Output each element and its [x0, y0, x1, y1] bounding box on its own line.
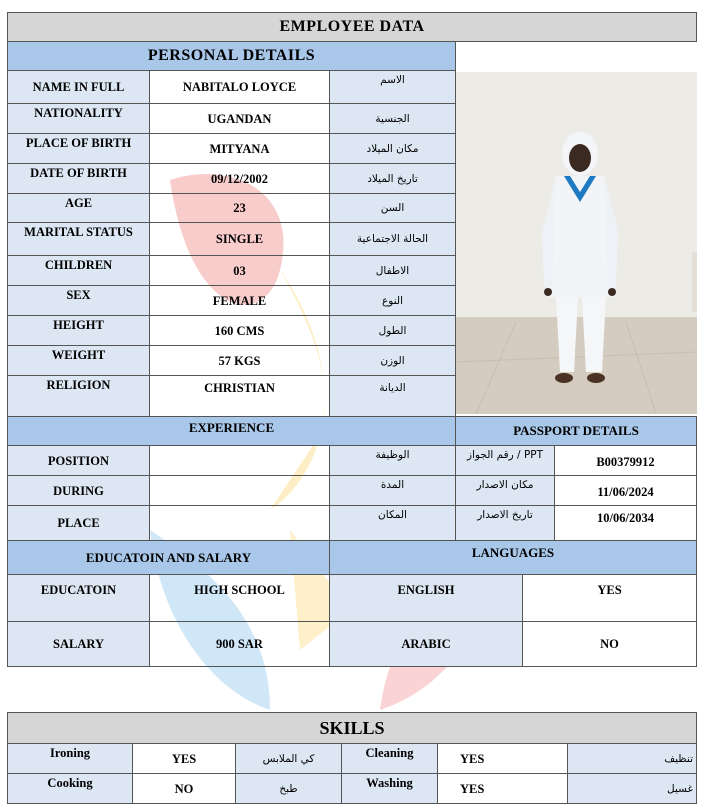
value-english: YES [522, 574, 697, 622]
label-education: EDUCATOIN [7, 574, 150, 622]
employee-photo-figure [456, 72, 697, 414]
arabic-weight: الوزن [329, 345, 456, 376]
skill-label-cooking: Cooking [7, 773, 133, 804]
label-sex: SEX [7, 285, 150, 316]
value-arabic: NO [522, 621, 697, 667]
arabic-marital-status: الحالة الاجتماعية [329, 222, 456, 256]
skill-arabic-cleaning: تنظيف [567, 743, 697, 774]
passport-label-number: PPT / رقم الجواز [455, 445, 555, 476]
value-age: 23 [149, 193, 330, 223]
languages-header: LANGUAGES [329, 540, 697, 575]
label-position: POSITION [7, 445, 150, 476]
label-children: CHILDREN [7, 255, 150, 286]
value-place [149, 505, 330, 541]
page-title: EMPLOYEE DATA [7, 12, 697, 42]
passport-label-issue-date: تاريخ الاصدار [455, 505, 555, 541]
label-salary: SALARY [7, 621, 150, 667]
value-education: HIGH SCHOOL [149, 574, 330, 622]
label-age: AGE [7, 193, 150, 223]
education-header: EDUCATOIN AND SALARY [7, 540, 330, 575]
label-name: NAME IN FULL [7, 70, 150, 104]
value-religion: CHRISTIAN [149, 375, 330, 417]
passport-value-number: B00379912 [554, 445, 697, 476]
label-weight: WEIGHT [7, 345, 150, 376]
skill-value-washing: YES [437, 773, 568, 804]
skill-value-ironing: YES [132, 743, 236, 774]
value-place-of-birth: MITYANA [149, 133, 330, 164]
skill-arabic-cooking: طبخ [235, 773, 342, 804]
value-position [149, 445, 330, 476]
personal-details-header: PERSONAL DETAILS [7, 41, 456, 71]
arabic-children: الاطفال [329, 255, 456, 286]
label-marital-status: MARITAL STATUS [7, 222, 150, 256]
arabic-age: السن [329, 193, 456, 223]
value-children: 03 [149, 255, 330, 286]
employee-photo [456, 72, 697, 414]
value-name: NABITALO LOYCE [149, 70, 330, 104]
skill-label-ironing: Ironing [7, 743, 133, 774]
arabic-sex: النوع [329, 285, 456, 316]
skill-arabic-ironing: كي الملابس [235, 743, 342, 774]
label-during: DURING [7, 475, 150, 506]
label-english: ENGLISH [329, 574, 523, 622]
skill-value-cooking: NO [132, 773, 236, 804]
passport-label-issue-place: مكان الاصدار [455, 475, 555, 506]
value-height: 160 CMS [149, 315, 330, 346]
value-nationality: UGANDAN [149, 103, 330, 134]
arabic-position: الوظيفة [329, 445, 456, 476]
arabic-religion: الديانة [329, 375, 456, 417]
arabic-height: الطول [329, 315, 456, 346]
value-marital-status: SINGLE [149, 222, 330, 256]
skill-value-cleaning: YES [437, 743, 568, 774]
value-weight: 57 KGS [149, 345, 330, 376]
value-sex: FEMALE [149, 285, 330, 316]
label-arabic: ARABIC [329, 621, 523, 667]
experience-header: EXPERIENCE [7, 416, 456, 446]
label-place-of-birth: PLACE OF BIRTH [7, 133, 150, 164]
arabic-nationality: الجنسية [329, 103, 456, 134]
passport-value-expiry-date: 10/06/2034 [554, 505, 697, 541]
label-date-of-birth: DATE OF BIRTH [7, 163, 150, 194]
label-place: PLACE [7, 505, 150, 541]
label-nationality: NATIONALITY [7, 103, 150, 134]
arabic-place: المكان [329, 505, 456, 541]
arabic-place-of-birth: مكان الميلاد [329, 133, 456, 164]
skill-arabic-washing: غسيل [567, 773, 697, 804]
skill-label-cleaning: Cleaning [341, 743, 438, 774]
value-salary: 900 SAR [149, 621, 330, 667]
label-height: HEIGHT [7, 315, 150, 346]
skills-header: SKILLS [7, 712, 697, 744]
passport-header: PASSPORT DETAILS [455, 416, 697, 446]
passport-value-issue-date: 11/06/2024 [554, 475, 697, 506]
label-religion: RELIGION [7, 375, 150, 417]
value-date-of-birth: 09/12/2002 [149, 163, 330, 194]
arabic-name: الاسم [329, 70, 456, 104]
value-during [149, 475, 330, 506]
skill-label-washing: Washing [341, 773, 438, 804]
arabic-during: المدة [329, 475, 456, 506]
arabic-date-of-birth: تاريخ الميلاد [329, 163, 456, 194]
